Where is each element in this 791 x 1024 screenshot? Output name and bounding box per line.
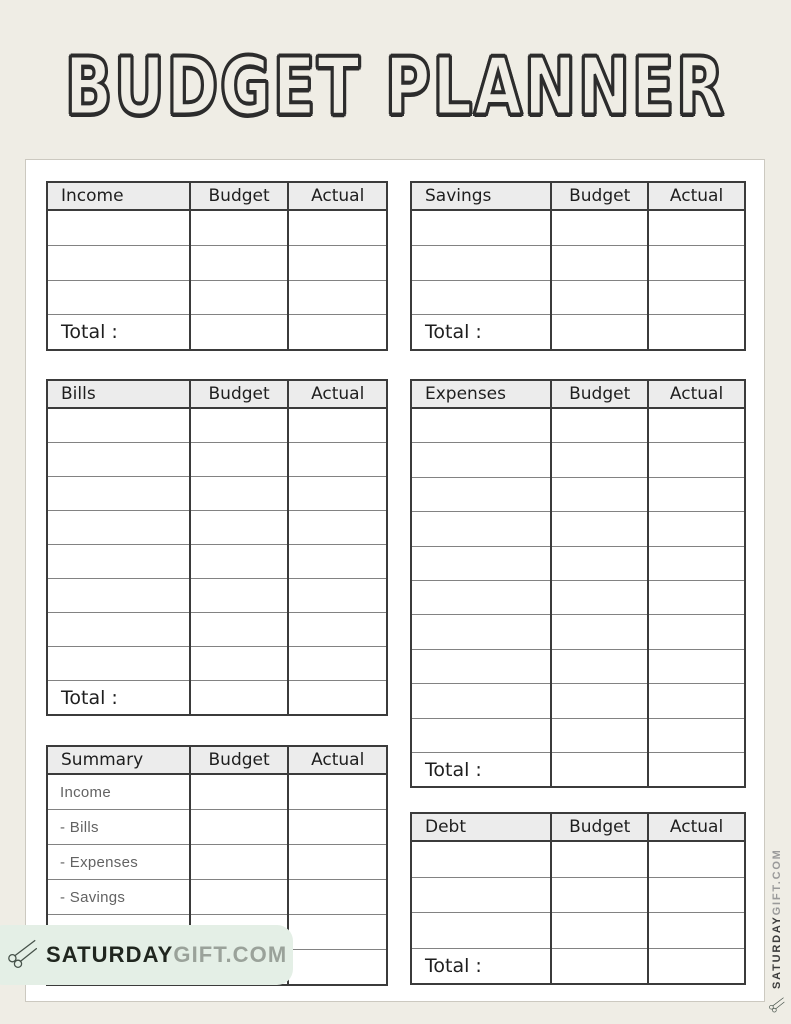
table-row bbox=[411, 512, 745, 546]
total-label: Total : bbox=[411, 948, 551, 984]
table-row bbox=[47, 245, 387, 280]
entry-cell bbox=[47, 511, 190, 545]
actual-column-header: Actual bbox=[288, 182, 387, 210]
total-budget-cell bbox=[551, 315, 648, 350]
entry-cell bbox=[190, 579, 289, 613]
bills-header-row bbox=[47, 380, 387, 408]
entry-cell bbox=[551, 408, 648, 443]
entry-cell bbox=[551, 649, 648, 683]
entry-cell bbox=[288, 245, 387, 280]
summary-row-income bbox=[47, 774, 387, 810]
entry-cell bbox=[551, 841, 648, 877]
table-row bbox=[47, 443, 387, 477]
income-table bbox=[46, 181, 388, 351]
summary-row-label: - Bills bbox=[47, 810, 190, 845]
expenses-total-row bbox=[411, 752, 745, 787]
entry-cell bbox=[190, 880, 289, 915]
summary-row-label: - Savings bbox=[47, 880, 190, 915]
entry-cell bbox=[47, 245, 190, 280]
entry-cell bbox=[648, 684, 745, 718]
entry-cell bbox=[190, 280, 289, 315]
entry-cell bbox=[288, 210, 387, 245]
total-actual-cell bbox=[648, 752, 745, 787]
entry-cell bbox=[190, 810, 289, 845]
entry-cell bbox=[551, 443, 648, 477]
entry-cell bbox=[648, 718, 745, 752]
entry-cell bbox=[47, 210, 190, 245]
entry-cell bbox=[411, 684, 551, 718]
table-row bbox=[47, 408, 387, 443]
entry-cell bbox=[411, 280, 551, 315]
entry-cell bbox=[47, 613, 190, 647]
debt-total-row bbox=[411, 948, 745, 984]
table-row bbox=[47, 545, 387, 579]
entry-cell bbox=[288, 774, 387, 810]
actual-column-header: Actual bbox=[648, 182, 745, 210]
entry-cell bbox=[411, 408, 551, 443]
table-row bbox=[47, 579, 387, 613]
bills-table bbox=[46, 379, 388, 716]
table-row bbox=[411, 877, 745, 913]
entry-cell bbox=[190, 477, 289, 511]
income-section-label: Income bbox=[47, 182, 190, 210]
entry-cell bbox=[411, 546, 551, 580]
side-watermark-text bbox=[771, 848, 783, 989]
entry-cell bbox=[47, 477, 190, 511]
entry-cell bbox=[411, 443, 551, 477]
entry-cell bbox=[288, 408, 387, 443]
budget-column-header: Budget bbox=[190, 380, 289, 408]
table-row bbox=[47, 511, 387, 545]
entry-cell bbox=[190, 511, 289, 545]
table-row bbox=[411, 649, 745, 683]
entry-cell bbox=[190, 545, 289, 579]
total-actual-cell bbox=[288, 315, 387, 350]
summary-row-expenses bbox=[47, 845, 387, 880]
table-row bbox=[411, 718, 745, 752]
table-row bbox=[47, 280, 387, 315]
table-row bbox=[47, 210, 387, 245]
bills-section-label: Bills bbox=[47, 380, 190, 408]
entry-cell bbox=[411, 615, 551, 649]
entry-cell bbox=[47, 579, 190, 613]
budget-column-header: Budget bbox=[190, 746, 289, 774]
entry-cell bbox=[648, 245, 745, 280]
actual-column-header: Actual bbox=[648, 380, 745, 408]
entry-cell bbox=[551, 477, 648, 511]
table-row bbox=[411, 443, 745, 477]
entry-cell bbox=[648, 546, 745, 580]
entry-cell bbox=[648, 580, 745, 614]
total-actual-cell bbox=[288, 681, 387, 716]
entry-cell bbox=[411, 913, 551, 949]
debt-section-label: Debt bbox=[411, 813, 551, 841]
income-header-row bbox=[47, 182, 387, 210]
entry-cell bbox=[551, 684, 648, 718]
entry-cell bbox=[47, 443, 190, 477]
entry-cell bbox=[551, 210, 648, 245]
budget-column-header: Budget bbox=[551, 813, 648, 841]
budget-column-header: Budget bbox=[190, 182, 289, 210]
savings-section-label: Savings bbox=[411, 182, 551, 210]
entry-cell bbox=[411, 877, 551, 913]
scissors-icon bbox=[6, 939, 38, 971]
entry-cell bbox=[648, 649, 745, 683]
side-watermark-bold: SATURDAY bbox=[770, 915, 783, 989]
entry-cell bbox=[190, 408, 289, 443]
entry-cell bbox=[551, 512, 648, 546]
entry-cell bbox=[551, 877, 648, 913]
logo-text bbox=[46, 942, 287, 968]
budget-column-header: Budget bbox=[551, 182, 648, 210]
entry-cell bbox=[190, 647, 289, 681]
entry-cell bbox=[288, 579, 387, 613]
table-row bbox=[411, 245, 745, 280]
entry-cell bbox=[190, 613, 289, 647]
table-row bbox=[411, 210, 745, 245]
entry-cell bbox=[288, 511, 387, 545]
entry-cell bbox=[288, 477, 387, 511]
entry-cell bbox=[411, 649, 551, 683]
entry-cell bbox=[551, 913, 648, 949]
entry-cell bbox=[190, 443, 289, 477]
entry-cell bbox=[551, 245, 648, 280]
total-budget-cell bbox=[551, 752, 648, 787]
entry-cell bbox=[288, 845, 387, 880]
table-row bbox=[411, 546, 745, 580]
entry-cell bbox=[648, 615, 745, 649]
expenses-header-row bbox=[411, 380, 745, 408]
entry-cell bbox=[648, 512, 745, 546]
entry-cell bbox=[190, 774, 289, 810]
logo-text-light: GIFT.COM bbox=[173, 942, 288, 967]
table-row bbox=[47, 647, 387, 681]
actual-column-header: Actual bbox=[648, 813, 745, 841]
entry-cell bbox=[648, 913, 745, 949]
total-budget-cell bbox=[190, 315, 289, 350]
entry-cell bbox=[288, 810, 387, 845]
entry-cell bbox=[288, 647, 387, 681]
total-actual-cell bbox=[648, 948, 745, 984]
entry-cell bbox=[648, 280, 745, 315]
entry-cell bbox=[288, 915, 387, 950]
table-row bbox=[411, 615, 745, 649]
entry-cell bbox=[551, 280, 648, 315]
entry-cell bbox=[190, 210, 289, 245]
planner-sheet bbox=[25, 159, 765, 1002]
entry-cell bbox=[411, 718, 551, 752]
summary-row-label: Income bbox=[47, 774, 190, 810]
entry-cell bbox=[47, 647, 190, 681]
entry-cell bbox=[190, 245, 289, 280]
savings-table bbox=[410, 181, 746, 351]
expenses-section-label: Expenses bbox=[411, 380, 551, 408]
entry-cell bbox=[551, 580, 648, 614]
actual-column-header: Actual bbox=[288, 746, 387, 774]
savings-total-row bbox=[411, 315, 745, 350]
total-label: Total : bbox=[47, 681, 190, 716]
table-row bbox=[411, 913, 745, 949]
entry-cell bbox=[288, 950, 387, 986]
entry-cell bbox=[47, 545, 190, 579]
entry-cell bbox=[648, 841, 745, 877]
savings-header-row bbox=[411, 182, 745, 210]
debt-table bbox=[410, 812, 746, 985]
summary-section-label: Summary bbox=[47, 746, 190, 774]
table-row bbox=[411, 841, 745, 877]
table-row bbox=[411, 477, 745, 511]
total-budget-cell bbox=[190, 681, 289, 716]
total-label: Total : bbox=[411, 752, 551, 787]
entry-cell bbox=[190, 845, 289, 880]
total-label: Total : bbox=[47, 315, 190, 350]
table-row bbox=[47, 613, 387, 647]
summary-row-label: - Expenses bbox=[47, 845, 190, 880]
summary-row-savings bbox=[47, 880, 387, 915]
entry-cell bbox=[411, 841, 551, 877]
entry-cell bbox=[411, 477, 551, 511]
saturdaygift-logo-badge bbox=[0, 925, 293, 985]
entry-cell bbox=[288, 613, 387, 647]
entry-cell bbox=[411, 580, 551, 614]
entry-cell bbox=[648, 210, 745, 245]
entry-cell bbox=[47, 408, 190, 443]
page-title: BUDGET PLANNER bbox=[65, 40, 726, 134]
entry-cell bbox=[648, 408, 745, 443]
bills-total-row bbox=[47, 681, 387, 716]
table-row bbox=[411, 280, 745, 315]
entry-cell bbox=[648, 443, 745, 477]
entry-cell bbox=[288, 545, 387, 579]
entry-cell bbox=[47, 280, 190, 315]
summary-row-bills bbox=[47, 810, 387, 845]
side-watermark bbox=[768, 848, 785, 1014]
entry-cell bbox=[288, 880, 387, 915]
budget-column-header: Budget bbox=[551, 380, 648, 408]
entry-cell bbox=[288, 443, 387, 477]
actual-column-header: Actual bbox=[288, 380, 387, 408]
entry-cell bbox=[411, 245, 551, 280]
summary-header-row bbox=[47, 746, 387, 774]
entry-cell bbox=[411, 210, 551, 245]
table-row bbox=[411, 408, 745, 443]
entry-cell bbox=[551, 718, 648, 752]
income-total-row bbox=[47, 315, 387, 350]
table-row bbox=[411, 684, 745, 718]
entry-cell bbox=[648, 477, 745, 511]
scissors-icon bbox=[768, 997, 785, 1014]
expenses-table bbox=[410, 379, 746, 788]
entry-cell bbox=[411, 512, 551, 546]
entry-cell bbox=[551, 615, 648, 649]
total-budget-cell bbox=[551, 948, 648, 984]
total-actual-cell bbox=[648, 315, 745, 350]
entry-cell bbox=[551, 546, 648, 580]
side-watermark-light: GIFT.COM bbox=[770, 848, 783, 916]
logo-text-bold: SATURDAY bbox=[46, 942, 174, 967]
table-row bbox=[47, 477, 387, 511]
debt-header-row bbox=[411, 813, 745, 841]
entry-cell bbox=[648, 877, 745, 913]
table-row bbox=[411, 580, 745, 614]
total-label: Total : bbox=[411, 315, 551, 350]
entry-cell bbox=[288, 280, 387, 315]
